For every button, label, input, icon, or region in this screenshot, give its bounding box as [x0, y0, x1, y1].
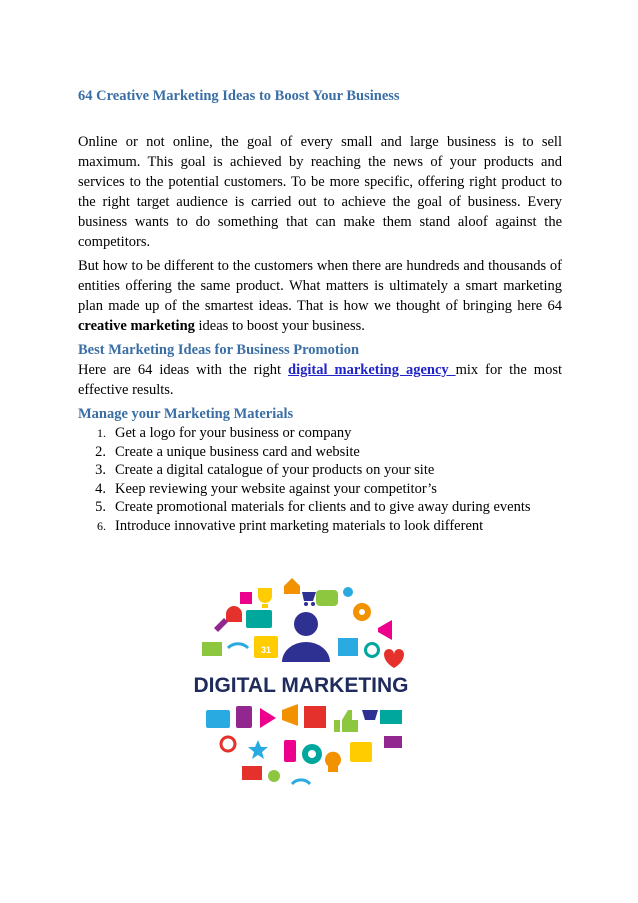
- digital-marketing-logo-text: DIGITAL MARKETING: [193, 674, 409, 697]
- list-item: [78, 443, 562, 462]
- gear-hole-icon: [359, 609, 365, 615]
- chat-bubble-icon: [316, 590, 338, 606]
- promotion-text-end: mix for the most effective results.: [78, 362, 562, 398]
- clock-face-icon: [367, 645, 377, 655]
- gift-icon: [240, 592, 252, 604]
- bulb-icon: [325, 752, 341, 772]
- cart-wheel-icon: [311, 602, 315, 606]
- calendar-number: 31: [260, 645, 272, 655]
- list-number: 3.: [95, 462, 106, 478]
- bold-phrase: creative marketing: [78, 318, 195, 334]
- list-number: 1.: [97, 426, 106, 440]
- list-item: [78, 480, 562, 499]
- megaphone-icon: [378, 620, 392, 640]
- search-icon: [221, 737, 235, 751]
- envelope-icon: [202, 642, 222, 656]
- intro-text-end: ideas to boost your business.: [194, 318, 365, 334]
- document-title: 64 Creative Marketing Ideas to Boost Your Business: [78, 88, 400, 104]
- promotion-text: Here are 64 ideas with the right: [78, 362, 289, 378]
- intro-paragraph-1: Online or not online, the goal of every small and large business is to sell maximum. This goal is achieved by reaching the news of your products and services to the potential customers. To be more specific, offering right product to the right target audience is carried out to achieve the goal of business. Every business wants to do something that can make them stand aloof against the competitors.: [78, 134, 562, 250]
- list-number: 4.: [95, 480, 106, 497]
- intro-paragraph-2: [78, 256, 562, 336]
- location-pin-icon: [343, 587, 353, 597]
- monitor-icon: [206, 710, 230, 728]
- cart-icon: [302, 592, 316, 601]
- thumbs-up-icon: [334, 710, 358, 732]
- rocket-icon: [214, 618, 228, 632]
- list-item: [78, 517, 562, 536]
- user-icon: [268, 770, 280, 782]
- list-item: [78, 424, 562, 443]
- list-number: 2.: [95, 443, 106, 460]
- icon-cluster: [202, 578, 404, 668]
- list-text: Create a unique business card and website: [115, 443, 360, 460]
- section-heading-promotion: Best Marketing Ideas for Business Promotion: [78, 342, 360, 358]
- list-number: 6.: [97, 518, 106, 533]
- list-number: 5.: [95, 499, 106, 515]
- icon-cluster-bottom: [206, 704, 402, 784]
- tablet-icon: [236, 706, 252, 728]
- calendar-bottom-icon: [350, 742, 372, 762]
- phone-icon: [284, 740, 296, 762]
- heart-icon: [384, 649, 404, 668]
- trophy-icon: [258, 588, 272, 608]
- list-text: Introduce innovative print marketing materials to look different: [115, 517, 484, 534]
- billboard-icon: [242, 766, 262, 780]
- promotion-paragraph: [78, 360, 562, 400]
- cart-wheel-icon: [304, 602, 308, 606]
- bell-icon: [226, 606, 242, 622]
- section-heading-materials: Manage your Marketing Materials: [78, 406, 294, 422]
- laptop-icon: [380, 710, 402, 724]
- play-icon: [260, 708, 276, 728]
- screen-icon: [246, 610, 272, 628]
- cart-bottom-icon: [362, 710, 378, 720]
- gift-bottom-icon: [304, 706, 326, 728]
- home-icon: [284, 578, 300, 594]
- person-body-icon: [282, 642, 330, 662]
- intro-text: But how to be different to the customers when there are hundreds and thousands of entities offering the same product. What matters is ultimately a smart marketing plan made up of the smartest ideas. That is how we thought of bringing here 64: [78, 258, 562, 314]
- person-head-icon: [294, 612, 318, 636]
- wifi-icon: [228, 644, 248, 648]
- digital-marketing-illustration: [188, 570, 414, 800]
- digital-marketing-agency-link[interactable]: digital marketing agency: [288, 362, 456, 378]
- envelope-bottom-icon: [384, 736, 402, 748]
- document-page: [78, 88, 562, 535]
- wifi-bottom-icon: [292, 780, 310, 784]
- list-text: Create promotional materials for clients and to give away during events: [115, 499, 531, 515]
- list-text: Get a logo for your business or company: [115, 425, 352, 441]
- list-text: Create a digital catalogue of your products on your site: [115, 462, 435, 478]
- materials-list: [78, 424, 562, 535]
- list-item: [78, 461, 562, 480]
- list-item: [78, 498, 562, 517]
- megaphone-bottom-icon: [282, 704, 298, 726]
- list-text: Keep reviewing your website against your competitor’s: [115, 480, 437, 497]
- camera-lens-icon: [308, 750, 316, 758]
- video-icon: [338, 638, 358, 656]
- star-icon: [248, 740, 268, 759]
